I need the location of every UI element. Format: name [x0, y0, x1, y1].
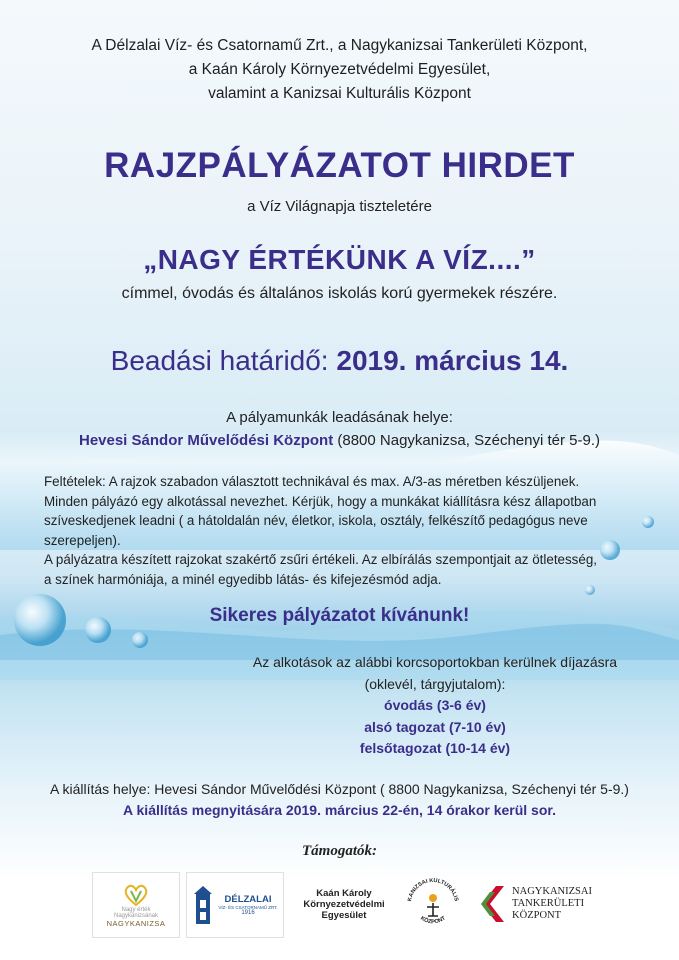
organizers [0, 34, 679, 106]
nagykanizsa-logo: Nagy érték Nagykanizsának NAGYKANIZSA [92, 872, 180, 938]
age-group: óvodás (3-6 év) [384, 697, 486, 713]
organizer-line: a Kaán Károly Környezetvédelmi Egyesület, [188, 61, 491, 78]
wish: Sikeres pályázatot kívánunk! [209, 605, 470, 626]
age-group: felsőtagozat (10-14 év) [359, 740, 511, 756]
tower-icon [192, 884, 214, 926]
svg-text:KANIZSAI KULTURÁLIS: KANIZSAI KULTURÁLIS [407, 877, 459, 902]
deadline-label: Beadási határidő: [110, 345, 337, 376]
submission-venue: Hevesi Sándor Művelődési Központ [78, 432, 334, 449]
submission-heading: A pályamunkák leadásának helye: [226, 409, 453, 426]
page-title: RAJZPÁLYÁZATOT HIRDET [104, 146, 575, 185]
delzalai-logo: DÉLZALAI VÍZ- ÉS CSATORNAMŰ ZRT. 1916 [186, 872, 284, 938]
svg-text:KÖZPONT: KÖZPONT [419, 915, 447, 926]
exhibition-opening: A kiállítás megnyitására 2019. március 22-én, 14 órakor kerül sor. [123, 802, 556, 818]
condition-line: Feltételek: A rajzok szabadon választott technikával és max. A/3-as méretben készüljenek. [44, 474, 580, 489]
deadline-date: 2019. március 14. [336, 345, 569, 376]
kaan-karoly-logo: Kaán Károly Környezetvédelmi Egyesület [303, 887, 385, 921]
exhibition [0, 779, 679, 821]
age-group: alsó tagozat (7-10 év) [364, 718, 506, 735]
exhibition-place: A kiállítás helye: Hevesi Sándor Művelődési Központ ( 8800 Nagykanizsa, Széchenyi tér 5-9.) [50, 781, 629, 797]
organizer-line: valamint a Kanizsai Kulturális Központ [208, 85, 471, 102]
tankeruleti-logo: NAGYKANIZSAI TANKERÜLETI KÖZPONT [470, 872, 600, 936]
chevron-k-icon [478, 884, 508, 924]
condition-line: Minden pályázó egy alkotással nevezhet. Kérjük, hogy a munkákat kiállításra kész állapotban [44, 493, 597, 509]
subtitle: a Víz Világnapja tiszteletére [247, 198, 432, 215]
supporters-label: Támogatók: [302, 843, 377, 859]
condition-line: szíveskedjenek leadni ( a hátoldalán név, életkor, iskola, osztály, felkészítő pedagógus neve [44, 513, 588, 528]
condition-line: A pályázatra készített rajzokat szakértő zsűri értékeli. Az elbírálás szempontjait az ötletesség, [44, 552, 597, 567]
awards-intro: Az alkotások az alábbi korcsoportokban kerülnek díjazásra [252, 654, 618, 670]
submission-address: (8800 Nagykanizsa, Széchenyi tér 5-9.) [333, 432, 601, 449]
organizer-line: A Délzalai Víz- és Csatornamű Zrt., a Nagykanizsai Tankerületi Központ, [91, 37, 588, 54]
audience: címmel, óvodás és általános iskolás korú gyermekek részére. [121, 285, 558, 302]
deadline [0, 345, 679, 377]
heart-icon [123, 883, 149, 907]
conditions [44, 472, 644, 589]
awards-intro: (oklevél, tárgyjutalom): [364, 675, 506, 692]
motto: „NAGY ÉRTÉKÜNK A VÍZ....” [143, 244, 536, 275]
kanizsai-seal-icon [403, 874, 463, 934]
condition-line: szerepeljen). [44, 532, 121, 548]
award-groups [210, 652, 660, 760]
kanizsai-kulturalis-logo [402, 872, 464, 936]
submission-place [0, 406, 679, 452]
condition-line: a színek harmóniája, a minél egyedibb látás- és kifejezésmód adja. [44, 571, 442, 587]
